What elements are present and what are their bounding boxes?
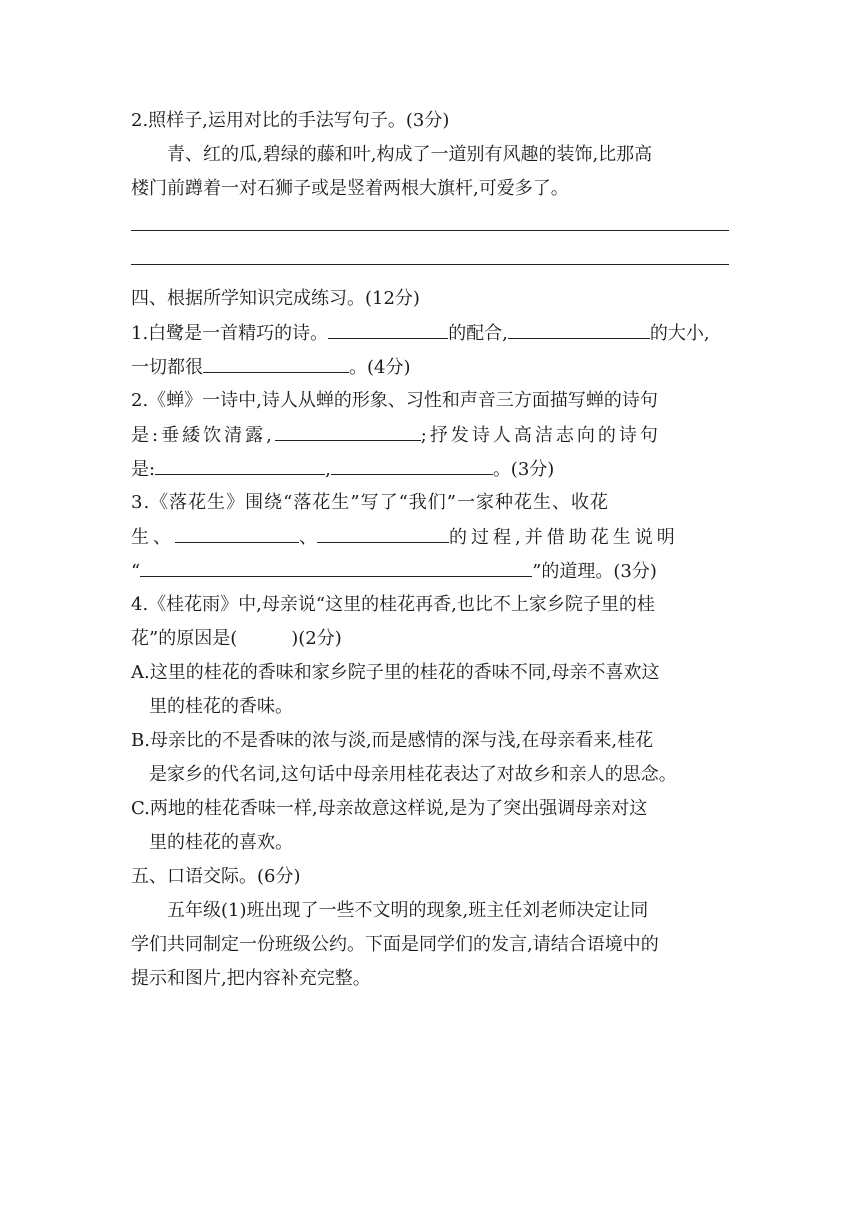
s4-q2-line-2 bbox=[131, 418, 731, 452]
answer-line-2[interactable] bbox=[131, 264, 729, 265]
s4-q2-line-3 bbox=[131, 452, 731, 486]
answer-line-1[interactable] bbox=[131, 230, 729, 231]
q2-heading: 2.照样子,运用对比的手法写句子。(3分) bbox=[131, 110, 450, 131]
text: 、 bbox=[299, 527, 317, 548]
s4-q3-line-1: 3.《落花生》围绕“落花生”写了“我们”一家种花生、收花 bbox=[131, 492, 609, 513]
text: 花”的原因是( bbox=[131, 628, 238, 649]
blank-4[interactable] bbox=[275, 418, 421, 441]
s4-q3-line-3 bbox=[131, 554, 731, 588]
q2-example-line-1: 青、红的瓜,碧绿的藤和叶,构成了一道别有风趣的装饰,比那高 bbox=[167, 144, 653, 165]
text: 的过程,并借助花生说明 bbox=[449, 527, 679, 548]
s4-q4-line-2 bbox=[131, 622, 731, 656]
s4-q4-line-1: 4.《桂花雨》中,母亲说“这里的桂花再香,也比不上家乡院子里的桂 bbox=[131, 594, 655, 615]
option-b-line-1[interactable]: B.母亲比的不是香味的浓与淡,而是感情的深与浅,在母亲看来,桂花 bbox=[131, 730, 654, 751]
s5-paragraph-line-3: 提示和图片,把内容补充完整。 bbox=[131, 968, 371, 989]
text: 。(4分) bbox=[349, 357, 411, 378]
text: 是:垂緌饮清露, bbox=[131, 425, 275, 446]
blank-7[interactable] bbox=[175, 520, 299, 543]
text: 的大小, bbox=[649, 323, 710, 344]
s4-q1-line-1 bbox=[131, 316, 731, 350]
section5-heading: 五、口语交际。(6分) bbox=[131, 866, 301, 887]
text: 。(3分) bbox=[492, 459, 555, 480]
text: 1.白鹭是一首精巧的诗。 bbox=[131, 323, 329, 344]
text: )(2分) bbox=[291, 628, 342, 649]
q2-answer-area bbox=[131, 206, 731, 282]
blank-1[interactable] bbox=[328, 316, 448, 339]
section4-heading: 四、根据所学知识完成练习。(12分) bbox=[131, 288, 420, 309]
blank-6[interactable] bbox=[331, 452, 493, 475]
text: 生、 bbox=[131, 527, 175, 548]
option-a-line-2: 里的桂花的香味。 bbox=[149, 696, 293, 717]
text: “ bbox=[131, 561, 141, 582]
text: 是: bbox=[131, 459, 156, 480]
q2-example-line-2: 楼门前蹲着一对石狮子或是竖着两根大旗杆,可爱多了。 bbox=[131, 178, 569, 199]
s4-q3-line-2 bbox=[131, 520, 731, 554]
option-c-line-1[interactable]: C.两地的桂花香味一样,母亲故意这样说,是为了突出强调母亲对这 bbox=[131, 798, 648, 819]
blank-9[interactable] bbox=[140, 554, 532, 577]
option-b-line-2: 是家乡的代名词,这句话中母亲用桂花表达了对故乡和亲人的思念。 bbox=[149, 764, 677, 785]
option-c-line-2: 里的桂花的喜欢。 bbox=[149, 832, 293, 853]
blank-3[interactable] bbox=[203, 350, 349, 373]
text: , bbox=[325, 459, 331, 480]
text: 一切都很 bbox=[131, 357, 203, 378]
text: 的配合, bbox=[448, 323, 508, 344]
s5-paragraph-line-1: 五年级(1)班出现了一些不文明的现象,班主任刘老师决定让同 bbox=[167, 900, 649, 921]
s5-paragraph-line-2: 学们共同制定一份班级公约。下面是同学们的发言,请结合语境中的 bbox=[131, 934, 659, 955]
text: ”的道理。(3分) bbox=[532, 561, 657, 582]
s4-q1-line-2 bbox=[131, 350, 731, 384]
option-a-line-1[interactable]: A.这里的桂花的香味和家乡院子里的桂花的香味不同,母亲不喜欢这 bbox=[131, 662, 660, 683]
blank-5[interactable] bbox=[155, 452, 325, 475]
worksheet-page bbox=[131, 104, 731, 996]
text: ;抒发诗人高洁志向的诗句 bbox=[420, 425, 661, 446]
blank-8[interactable] bbox=[317, 520, 449, 543]
s4-q2-line-1: 2.《蝉》一诗中,诗人从蝉的形象、习性和声音三方面描写蝉的诗句 bbox=[131, 390, 658, 411]
blank-2[interactable] bbox=[508, 316, 650, 339]
